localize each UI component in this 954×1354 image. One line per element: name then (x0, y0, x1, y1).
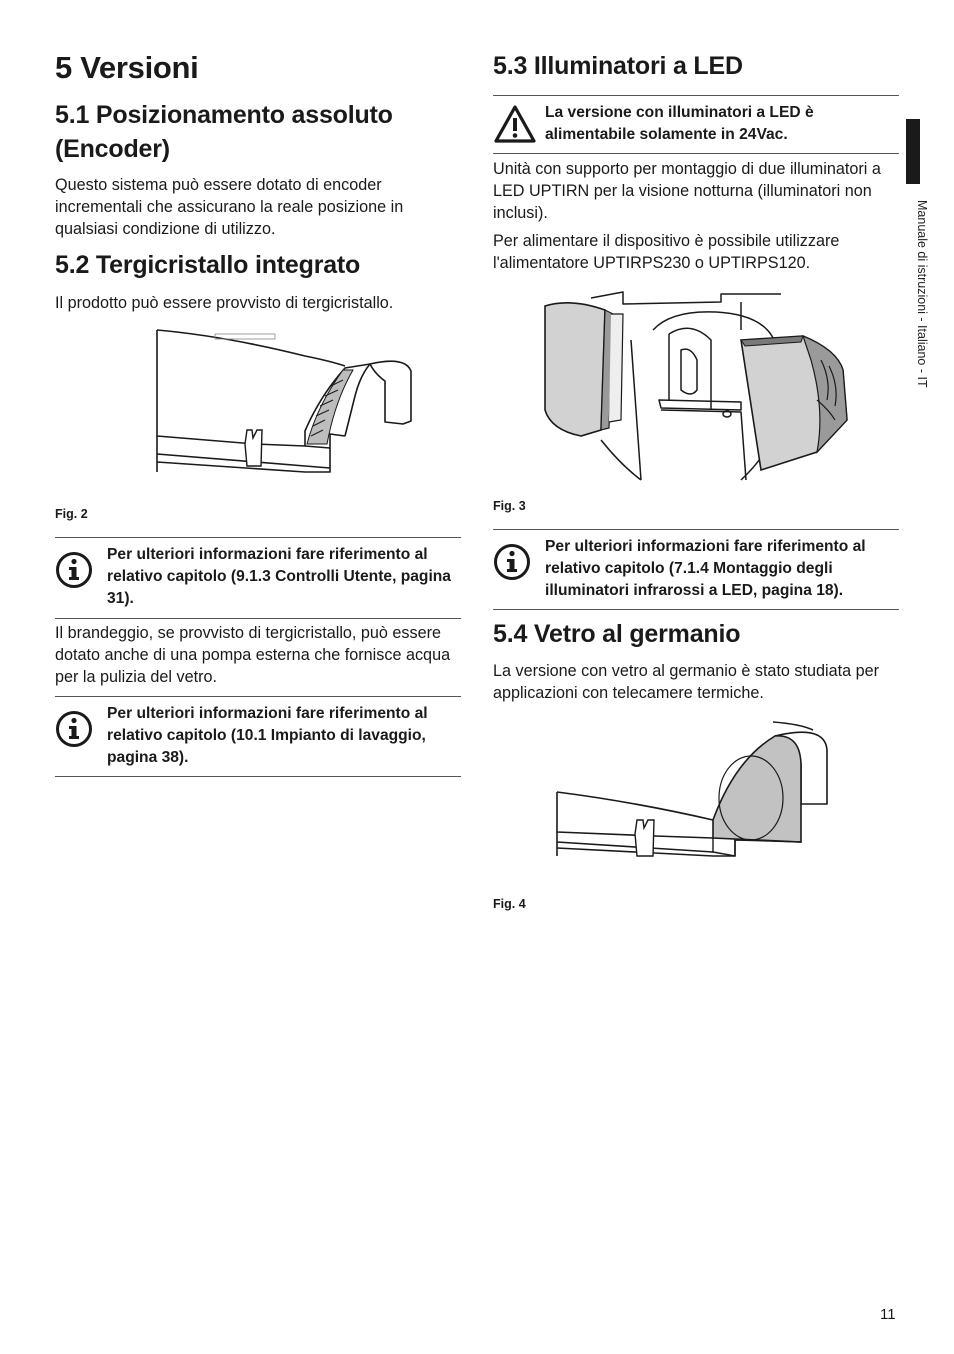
warning-icon (493, 104, 537, 144)
info-note-text: Per ulteriori informazioni fare riferimento al relativo capitolo (9.1.3 Controlli Utente, pagina 31). (107, 546, 451, 607)
info-note-text: Per ulteriori informazioni fare riferimento al relativo capitolo (7.1.4 Montaggio degli illuminatori infrarossi a LED, pagina 18). (545, 538, 866, 599)
info-note-5-3 (493, 529, 899, 610)
section-5-1-title-line1: 5.1 Posizionamento assoluto (55, 101, 393, 129)
figure-4-germanium-window (555, 720, 835, 860)
warning-note-text: La versione con illuminatori a LED è alimentabile solamente in 24Vac. (545, 104, 814, 143)
section-5-4-body: La versione con vetro al germanio è stato studiata per applicazioni con telecamere termiche. (493, 662, 880, 702)
figure-2-caption: Fig. 2 (55, 507, 88, 521)
chapter-title: 5 Versioni (55, 50, 199, 85)
figure-4-caption: Fig. 4 (493, 897, 526, 911)
section-5-1-body: Questo sistema può essere dotato di encoder incrementali che assicurano la reale posizione in qualsiasi condizione di utilizzo. (55, 176, 404, 238)
info-icon (55, 710, 93, 748)
section-5-3-title: 5.3 Illuminatori a LED (493, 52, 743, 80)
section-5-2-body-2: Il brandeggio, se provvisto di tergicristallo, può essere dotato anche di una pompa esterna che fornisce acqua per la pulizia del vetro. (55, 624, 451, 686)
sidebar-tab-marker (906, 119, 920, 184)
info-note-5-2-b (55, 696, 461, 777)
section-5-1-title-line2: (Encoder) (55, 135, 170, 163)
section-5-3-body-2: Per alimentare il dispositivo è possibile utilizzare l'alimentatore UPTIRPS230 o UPTIRPS120. (493, 232, 840, 272)
warning-note-5-3 (493, 95, 899, 154)
section-5-2-body: Il prodotto può essere provvisto di tergicristallo. (55, 294, 394, 312)
section-5-1-title (55, 98, 393, 166)
section-5-2-title: 5.2 Tergicristallo integrato (55, 251, 361, 279)
info-icon (493, 543, 531, 581)
sidebar-manual-label: Manuale di istruzioni - Italiano - IT (915, 200, 929, 388)
info-icon (55, 551, 93, 589)
section-5-4-title: 5.4 Vetro al germanio (493, 620, 741, 648)
figure-3-led-illuminators (541, 290, 857, 482)
info-note-5-2-a (55, 537, 461, 619)
figure-3-caption: Fig. 3 (493, 499, 526, 513)
section-5-3-body-1: Unità con supporto per montaggio di due illuminatori a LED UPTIRN per la visione notturna (illuminatori non inclusi). (493, 160, 881, 222)
figure-2-housing-wiper (155, 326, 415, 478)
page-number: 11 (880, 1306, 896, 1323)
info-note-text: Per ulteriori informazioni fare riferimento al relativo capitolo (10.1 Impianto di lavaggio, pagina 38). (107, 705, 428, 766)
